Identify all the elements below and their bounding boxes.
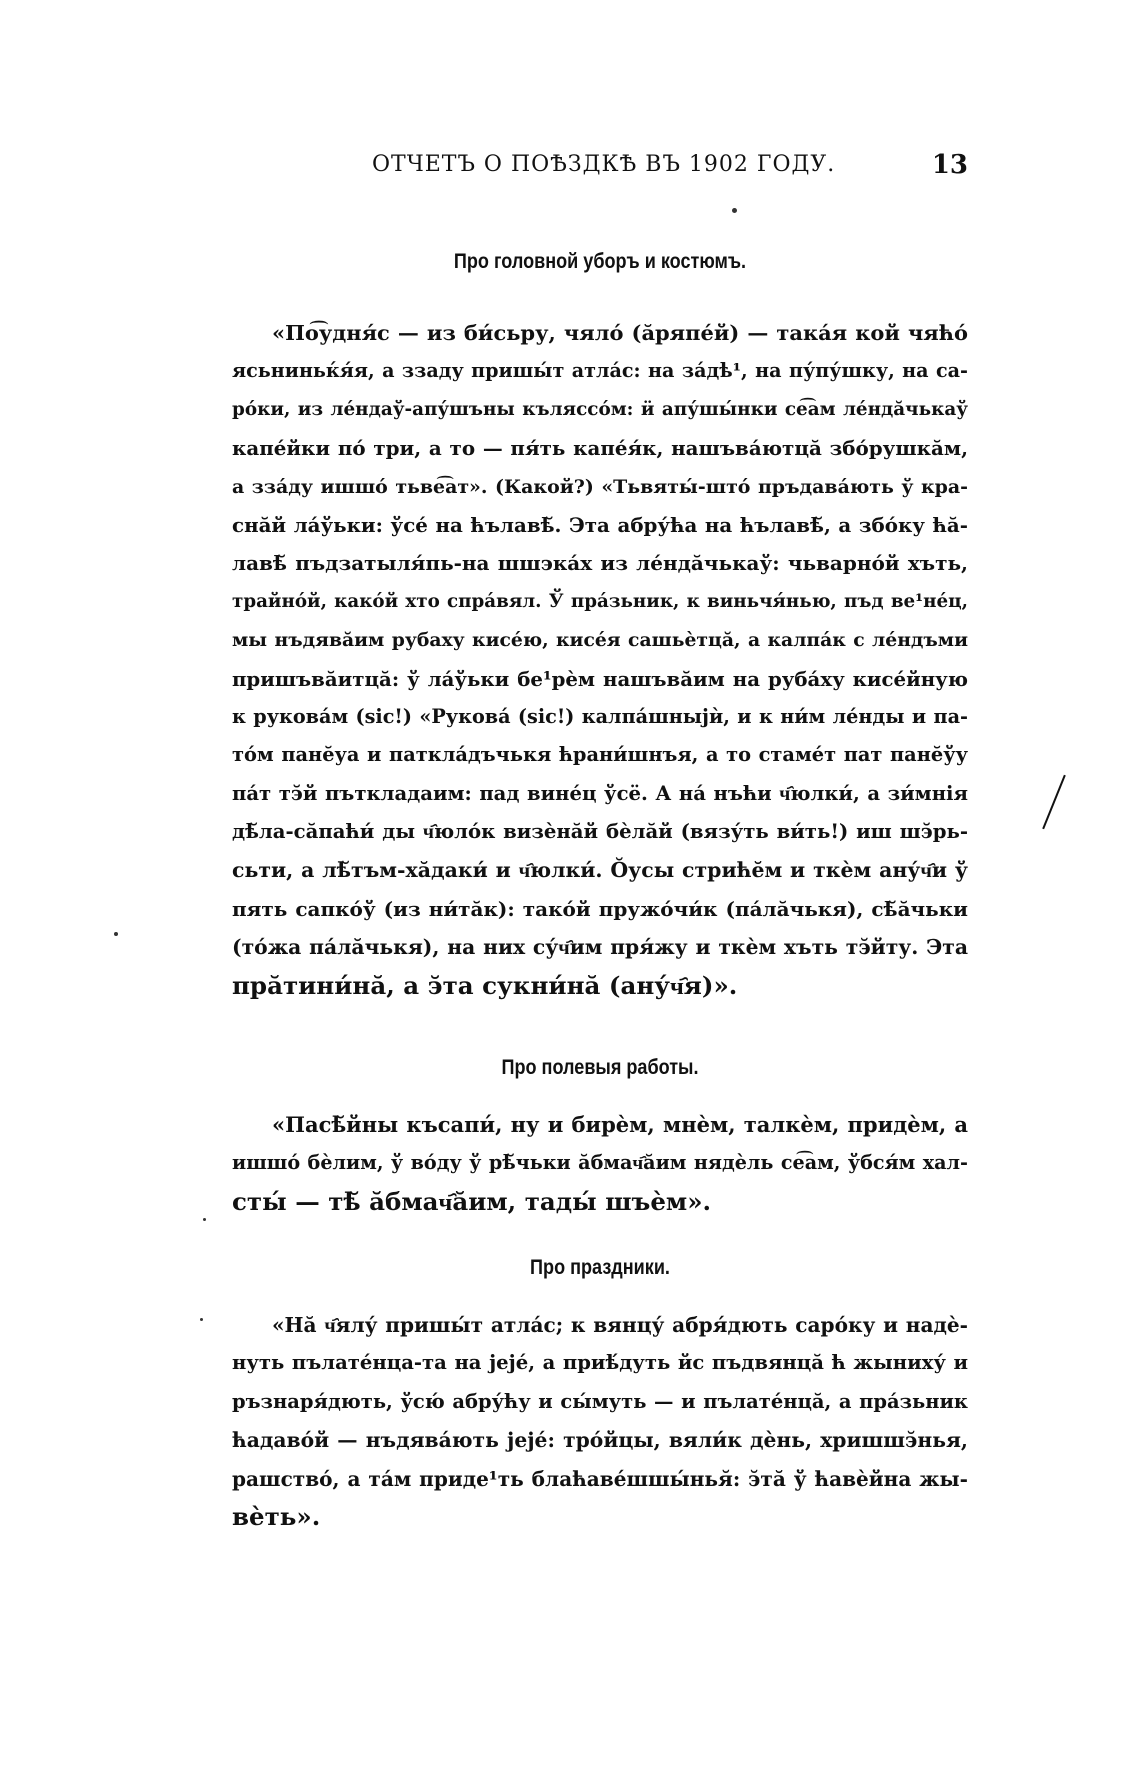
section-heading-costume: Про головной уборъ и костюмъ.: [453, 250, 747, 273]
text-line: то́м панӗуа и паткла́дъчькя ћрани́шнъя, а то стаме́т пат панӗўу: [232, 743, 968, 767]
section-heading-holidays: Про праздники.: [530, 1256, 670, 1279]
text-line: нуть пълате́нца-та на јеје́, а приѣ́дуть йс пъдвянцӑ ћ жыниху́ и: [232, 1351, 968, 1375]
text-line: (то́жа па́лӑчькя), на них су́ч҄им пря́жу и ткѐм хъть тэ̆йту. Эта: [232, 935, 968, 960]
print-speck: [114, 932, 118, 936]
text-line: снӑй ла́ўьки: ўсе́ на ћълавѣ̆. Эта абру́ћа на ћълавѣ̆, а збо́ку ћӑ-: [232, 512, 968, 537]
text-line: капе́йки по́ три, а то — пя́ть капе́я́к, нашъва́ютцӑ збо́рушкӑм,: [232, 436, 968, 461]
section-heading-fieldwork: Про полевыя работы.: [501, 1056, 699, 1079]
text-line: ръзнаря́дють, ўсю́ абру́ћу и сы́муть — и пълате́нцӑ, а пра́зьник: [232, 1389, 968, 1413]
print-speck: [203, 1218, 206, 1221]
text-line: дѣ̆ла-сӑпаћи́ ды ч҄юло́к визѐнӑй бѐлӑй (вязу́ть ви́ть!) иш шэ̆рь-: [232, 820, 968, 844]
paragraph-fieldwork: [232, 1106, 968, 1221]
text-line: сьти, а лѣ̆тъм-хӑдаки́ и ч҄юлки́. О̆усы стрићӗм и ткѐм ану́ч҄и ў: [232, 858, 968, 883]
text-line: пришъвӑитцӑ: ў ла́ўьки бе¹рѐм нашъвӑим на руба́ху кисе́йную: [232, 666, 968, 691]
text-line: ишшо́ бѐлим, ў во́ду ў рѣ̆чьки ӑбмач҄ӑим нядѐль се͡ам, ўбся́м хал-: [232, 1151, 968, 1175]
page-number: 13: [931, 150, 968, 180]
text-line: ро́ки, из ле́ндаў-апу́шъны къляссо́м: ӥ апу́шы́нки се͡ам ле́ндӑчькаў: [232, 398, 968, 420]
text-line: сты́ — тѣ̆ ӑбмач҄ӑим, тады́ шъѐм».: [232, 1186, 712, 1216]
paragraph-holidays: [232, 1306, 968, 1536]
running-title: ОТЧЕТЪ О ПОѢЗДКѢ ВЪ 1902 ГОДУ.: [372, 152, 836, 177]
paragraph-costume: [232, 314, 968, 1005]
running-header: [232, 152, 968, 188]
text-line: па́т тэ̆й пъткладаим: пад вине́ц ўсё. А на́ нъћи ч҄юлки́, а зи́мнія: [232, 781, 968, 805]
text-line: рашство́, а та́м приде¹ть блаћаве́шшы́нья̆: э̆тӑ ў ћавѐйна жы-: [232, 1466, 968, 1491]
text-line: к рукова́м (sic!) «Рукова́ (sic!) калпа́шныјѝ, и к ни́м ле́нды и па-: [232, 704, 968, 728]
text-line: «По͡удня́с — из би́сьру, чяло́ (ӑряпе́й) — така́я кой чяћо́: [272, 320, 968, 345]
text-line: пять сапко́ў (из ни́тӑк): тако́й пружо́чи́к (па́лӑчькя), сѣ̆ӑчьки: [232, 896, 968, 921]
text-line: вѐть».: [232, 1501, 321, 1531]
margin-mark: [1042, 775, 1066, 830]
text-line: ћадаво́й — нъдява́ють јеје́: тро́йцы, вяли́к дѐнь, хришшэ̆нья,: [232, 1428, 968, 1453]
text-line: мы нъдявӑим рубаху кисе́ю, кисе́я сашьѐтцӑ, а калпа́к с ле́ндъми: [232, 629, 968, 652]
text-line: лавѣ̆ пъдзатыля́пь-на шшэка́х из ле́ндӑчькаў: чьварно́й хъть,: [232, 551, 968, 576]
print-speck: [732, 208, 737, 213]
text-line: «Пасѣ̆йны късапи́, ну и бирѐм, мнѐм, талкѐм, придѐм, а: [272, 1112, 968, 1137]
text-line: а зза́ду ишшо́ тьве͡ат». (Какой?) «Тьвяты́-што́ пръдава́ють ў кра-: [232, 475, 968, 498]
text-line: ясьниньќя́я, а ззаду пришы́т атла́с: на за́дѣ¹, на пу́пу́шку, на са-: [232, 359, 968, 383]
text-line: «Нӑ ч҄ялу́ пришы́т атла́с; к вянцу́ абря́дють саро́ку и надѐ-: [272, 1313, 968, 1337]
text-line: трайно́й, како́й хто спра́вял. Ў пра́зьник, к виньчя́нью, пъд ве¹не́ц,: [232, 590, 968, 612]
text-line: прӑтини́нӑ, а э̆та сукни́нӑ (ану́ч҄я)».: [232, 970, 738, 1000]
print-speck: [200, 1318, 203, 1321]
